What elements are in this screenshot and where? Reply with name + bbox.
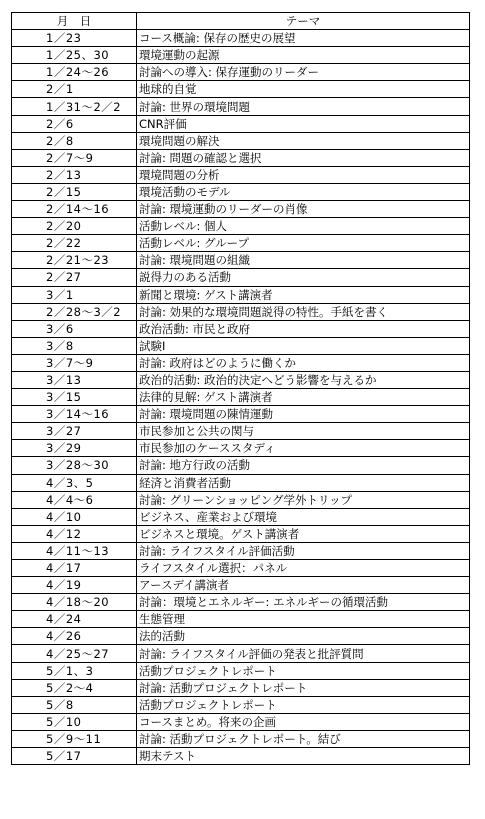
table-row (12, 440, 470, 457)
table-row (12, 457, 470, 474)
table-row (12, 201, 470, 218)
theme-cell: 経済と消費者活動 (137, 474, 470, 491)
date-cell: 2／28～3／2 (12, 303, 137, 320)
date-cell: 4／4～6 (12, 491, 137, 508)
theme-cell: 環境問題の解決 (137, 132, 470, 149)
date-cell: 2／7～9 (12, 149, 137, 166)
date-cell: 3／6 (12, 320, 137, 337)
table-row (12, 628, 470, 645)
theme-cell: 政治的活動: 政治的決定へどう影響を与えるか (137, 371, 470, 388)
theme-cell: 法的活動 (137, 628, 470, 645)
table-row (12, 389, 470, 406)
theme-cell: 市民参加のケーススタディ (137, 440, 470, 457)
theme-cell: 討論: 活動プロジェクトレポート (137, 679, 470, 696)
date-cell: 5／8 (12, 696, 137, 713)
date-cell: 4／18～20 (12, 594, 137, 611)
date-cell: 2／14～16 (12, 201, 137, 218)
date-cell: 3／14～16 (12, 406, 137, 423)
theme-cell: ビジネス、産業および環境 (137, 508, 470, 525)
table-row (12, 115, 470, 132)
theme-cell: 討論: 活動プロジェクトレポート。結び (137, 730, 470, 747)
table-row (12, 235, 470, 252)
table-row (12, 64, 470, 81)
theme-cell: ライフスタイル選択：パネル (137, 560, 470, 577)
table-row (12, 491, 470, 508)
table-row (12, 508, 470, 525)
table-row (12, 337, 470, 354)
date-cell: 4／3、5 (12, 474, 137, 491)
date-cell: 1／24～26 (12, 64, 137, 81)
table-row (12, 594, 470, 611)
theme-cell: 新聞と環境: ゲスト講演者 (137, 286, 470, 303)
date-cell: 4／25～27 (12, 645, 137, 662)
table-row (12, 81, 470, 98)
table-row (12, 166, 470, 183)
date-cell: 5／2～4 (12, 679, 137, 696)
theme-cell: 活動プロジェクトレポート (137, 696, 470, 713)
table-row (12, 406, 470, 423)
theme-cell: 討論：環境とエネルギー: エネルギーの循環活動 (137, 594, 470, 611)
date-cell: 2／22 (12, 235, 137, 252)
table-row (12, 218, 470, 235)
table-row (12, 98, 470, 115)
table-row (12, 474, 470, 491)
date-cell: 5／1、3 (12, 662, 137, 679)
table-row (12, 730, 470, 747)
theme-cell: 活動レベル: 個人 (137, 218, 470, 235)
date-cell: 5／17 (12, 748, 137, 765)
theme-cell: 討論: 環境問題の組織 (137, 252, 470, 269)
date-cell: 2／6 (12, 115, 137, 132)
date-cell: 2／13 (12, 166, 137, 183)
table-row (12, 748, 470, 765)
theme-cell: 討論: 効果的な環境問題説得の特性。手紙を書く (137, 303, 470, 320)
table-row (12, 320, 470, 337)
table-row (12, 132, 470, 149)
theme-cell: 説得力のある活動 (137, 269, 470, 286)
date-cell: 2／27 (12, 269, 137, 286)
theme-cell: 討論: 世界の環境問題 (137, 98, 470, 115)
date-column-header: 月 日 (12, 13, 137, 30)
date-cell: 3／29 (12, 440, 137, 457)
table-row (12, 611, 470, 628)
theme-column-header: テーマ (137, 13, 470, 30)
table-row (12, 183, 470, 200)
theme-cell: 討論: 環境運動のリーダーの肖像 (137, 201, 470, 218)
table-row (12, 354, 470, 371)
date-cell: 2／1 (12, 81, 137, 98)
theme-cell: 討論への導入: 保存運動のリーダー (137, 64, 470, 81)
date-cell: 2／15 (12, 183, 137, 200)
date-cell: 5／10 (12, 713, 137, 730)
table-row (12, 577, 470, 594)
table-row (12, 149, 470, 166)
theme-cell: 市民参加と公共の関与 (137, 423, 470, 440)
date-cell: 5／9～11 (12, 730, 137, 747)
theme-cell: 生態管理 (137, 611, 470, 628)
date-cell: 2／8 (12, 132, 137, 149)
date-cell: 3／1 (12, 286, 137, 303)
date-cell: 4／11～13 (12, 542, 137, 559)
theme-cell: 討論: 地方行政の活動 (137, 457, 470, 474)
date-cell: 4／19 (12, 577, 137, 594)
date-cell: 3／15 (12, 389, 137, 406)
date-cell: 3／13 (12, 371, 137, 388)
table-row (12, 47, 470, 64)
theme-cell: コース概論: 保存の歴史の展望 (137, 30, 470, 47)
table-row (12, 542, 470, 559)
theme-cell: 討論: ライフスタイル評価活動 (137, 542, 470, 559)
date-cell: 4／17 (12, 560, 137, 577)
date-cell: 2／21～23 (12, 252, 137, 269)
date-cell: 3／27 (12, 423, 137, 440)
table-row (12, 30, 470, 47)
date-cell: 3／7～9 (12, 354, 137, 371)
date-cell: 4／24 (12, 611, 137, 628)
date-cell: 2／20 (12, 218, 137, 235)
schedule-table (11, 12, 470, 765)
theme-cell: 討論: グリーンショッピング学外トリップ (137, 491, 470, 508)
theme-cell: 討論: ライフスタイル評価の発表と批評質問 (137, 645, 470, 662)
theme-cell: 討論: 問題の確認と選択 (137, 149, 470, 166)
date-cell: 1／23 (12, 30, 137, 47)
table-row (12, 645, 470, 662)
table-row (12, 679, 470, 696)
theme-cell: ビジネスと環境。ゲスト講演者 (137, 525, 470, 542)
schedule-rows (12, 30, 470, 765)
theme-cell: 環境問題の分析 (137, 166, 470, 183)
date-cell: 1／31～2／2 (12, 98, 137, 115)
theme-cell: コースまとめ。将来の企画 (137, 713, 470, 730)
header-row (12, 13, 470, 30)
date-cell: 4／10 (12, 508, 137, 525)
table-row (12, 560, 470, 577)
date-cell: 3／8 (12, 337, 137, 354)
table-row (12, 696, 470, 713)
table-row (12, 662, 470, 679)
theme-cell: 討論: 環境問題の陳情運動 (137, 406, 470, 423)
date-cell: 4／26 (12, 628, 137, 645)
date-cell: 3／28～30 (12, 457, 137, 474)
table-row (12, 713, 470, 730)
theme-cell: CNR評価 (137, 115, 470, 132)
table-row (12, 252, 470, 269)
theme-cell: 環境運動の起源 (137, 47, 470, 64)
theme-cell: アースデイ講演者 (137, 577, 470, 594)
table-row (12, 525, 470, 542)
theme-cell: 活動プロジェクトレポート (137, 662, 470, 679)
theme-cell: 活動レベル: グループ (137, 235, 470, 252)
date-cell: 4／12 (12, 525, 137, 542)
table-row (12, 303, 470, 320)
table-row (12, 371, 470, 388)
theme-cell: 地球的自覚 (137, 81, 470, 98)
theme-cell: 討論: 政府はどのように働くか (137, 354, 470, 371)
theme-cell: 法律的見解: ゲスト講演者 (137, 389, 470, 406)
table-row (12, 423, 470, 440)
theme-cell: 試験Ⅰ (137, 337, 470, 354)
table-row (12, 286, 470, 303)
theme-cell: 期末テスト (137, 748, 470, 765)
theme-cell: 政治活動: 市民と政府 (137, 320, 470, 337)
table-row (12, 269, 470, 286)
date-cell: 1／25、30 (12, 47, 137, 64)
theme-cell: 環境活動のモデル (137, 183, 470, 200)
